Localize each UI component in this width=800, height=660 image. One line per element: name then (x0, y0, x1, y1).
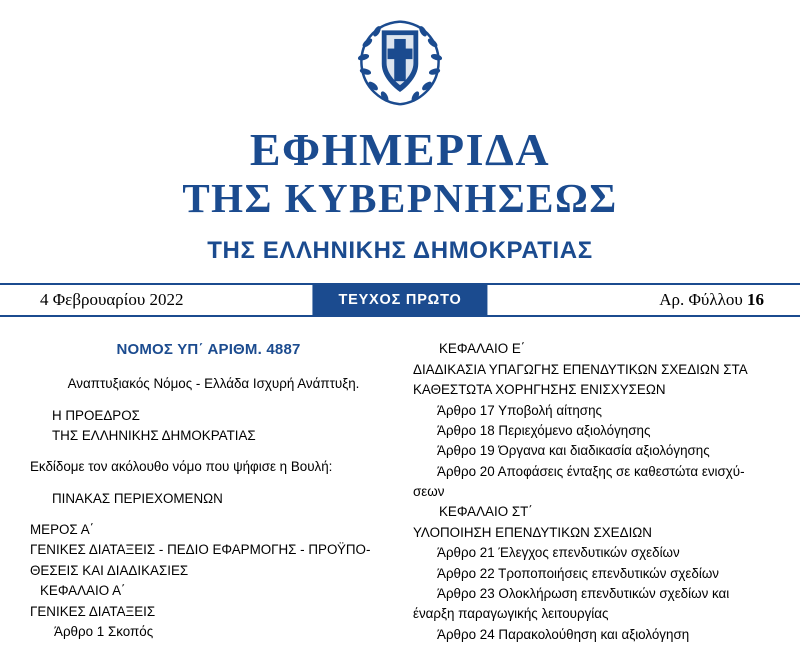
toc-article-23-cont: έναρξη παραγωγικής λειτουργίας (413, 606, 609, 622)
enactment-text: Εκδίδομε τον ακόλουθο νόμο που ψήφισε η Βουλή: (30, 459, 333, 475)
sheet-label: Αρ. Φύλλου (659, 290, 743, 310)
toc-article-21: Άρθρο 21 Έλεγχος επενδυτικών σχεδίων (437, 545, 680, 561)
toc-article-23: Άρθρο 23 Ολοκλήρωση επενδυτικών σχεδίων και (437, 585, 730, 601)
right-column (413, 339, 770, 645)
law-subtitle: Αναπτυξιακός Νόμος - Ελλάδα Ισχυρή Ανάπτυξη. (67, 376, 360, 392)
authority-line-2: ΤΗΣ ΕΛΛΗΝΙΚΗΣ ΔΗΜΟΚΡΑΤΙΑΣ (52, 427, 256, 443)
gazette-subtitle: ΤΗΣ ΕΛΛΗΝΙΚΗΣ ΔΗΜΟΚΡΑΤΙΑΣ (207, 237, 593, 265)
gazette-title-line1: ΕΦΗΜΕΡΙΔΑ (249, 124, 551, 175)
part-a-description-line1: ΓΕΝΙΚΕΣ ΔΙΑΤΑΞΕΙΣ - ΠΕΔΙΟ ΕΦΑΡΜΟΓΗΣ - ΠΡΟΫΠΟ- (30, 542, 371, 558)
issue-type-badge: ΤΕΥΧΟΣ ΠΡΩΤΟ (312, 285, 487, 315)
toc-article-19: Άρθρο 19 Όργανα και διαδικασία αξιολόγησης (437, 443, 710, 459)
authority-line-1: Η ΠΡΟΕΔΡΟΣ (52, 407, 140, 423)
toc-article-18: Άρθρο 18 Περιεχόμενο αξιολόγησης (437, 422, 651, 438)
chapter-a-heading: ΚΕΦΑΛΑΙΟ Α΄ (40, 583, 126, 599)
chapter-e-description-line1: ΔΙΑΔΙΚΑΣΙΑ ΥΠΑΓΩΓΗΣ ΕΠΕΝΔΥΤΙΚΩΝ ΣΧΕΔΙΩΝ ΣΤΑ (413, 361, 748, 377)
gazette-title-line2: ΤΗΣ ΚΥΒΕΡΝΗΣΕΩΣ (182, 174, 618, 221)
greek-republic-emblem-icon (352, 14, 448, 110)
law-number-title: ΝΟΜΟΣ ΥΠ΄ ΑΡΙΘΜ. 4887 (116, 341, 301, 359)
chapter-st-heading: ΚΕΦΑΛΑΙΟ ΣΤ΄ (439, 504, 533, 520)
toc-title: ΠΙΝΑΚΑΣ ΠΕΡΙΕΧΟΜΕΝΩΝ (52, 490, 223, 506)
part-a-heading: ΜΕΡΟΣ Α΄ (30, 522, 95, 538)
issue-bar (0, 285, 800, 315)
issue-date: 4 Φεβρουαρίου 2022 (40, 290, 184, 310)
part-a-description-line2: ΘΕΣΕΙΣ ΚΑΙ ΔΙΑΔΙΚΑΣΙΕΣ (30, 562, 189, 578)
chapter-a-description: ΓΕΝΙΚΕΣ ΔΙΑΤΑΞΕΙΣ (30, 603, 156, 619)
chapter-e-heading: ΚΕΦΑΛΑΙΟ Ε΄ (439, 341, 526, 357)
toc-article-20-cont: σεων (413, 484, 445, 500)
chapter-st-description: ΥΛΟΠΟΙΗΣΗ ΕΠΕΝΔΥΤΙΚΩΝ ΣΧΕΔΙΩΝ (413, 524, 652, 540)
toc-article-20: Άρθρο 20 Αποφάσεις ένταξης σε καθεστώτα ενισχύ- (437, 463, 745, 479)
content-columns (0, 317, 800, 645)
sheet-number: 16 (747, 290, 764, 310)
masthead (0, 0, 800, 265)
chapter-e-description-line2: ΚΑΘΕΣΤΩΤΑ ΧΟΡΗΓΗΣΗΣ ΕΝΙΣΧΥΣΕΩΝ (413, 382, 666, 398)
toc-article-24: Άρθρο 24 Παρακολούθηση και αξιολόγηση (437, 626, 690, 642)
toc-article-17: Άρθρο 17 Υποβολή αίτησης (437, 402, 602, 418)
issue-sheet-number (645, 285, 800, 315)
toc-article-1: Άρθρο 1 Σκοπός (54, 623, 154, 639)
left-column (30, 339, 387, 645)
toc-article-22: Άρθρο 22 Τροποποιήσεις επενδυτικών σχεδίων (437, 565, 719, 581)
